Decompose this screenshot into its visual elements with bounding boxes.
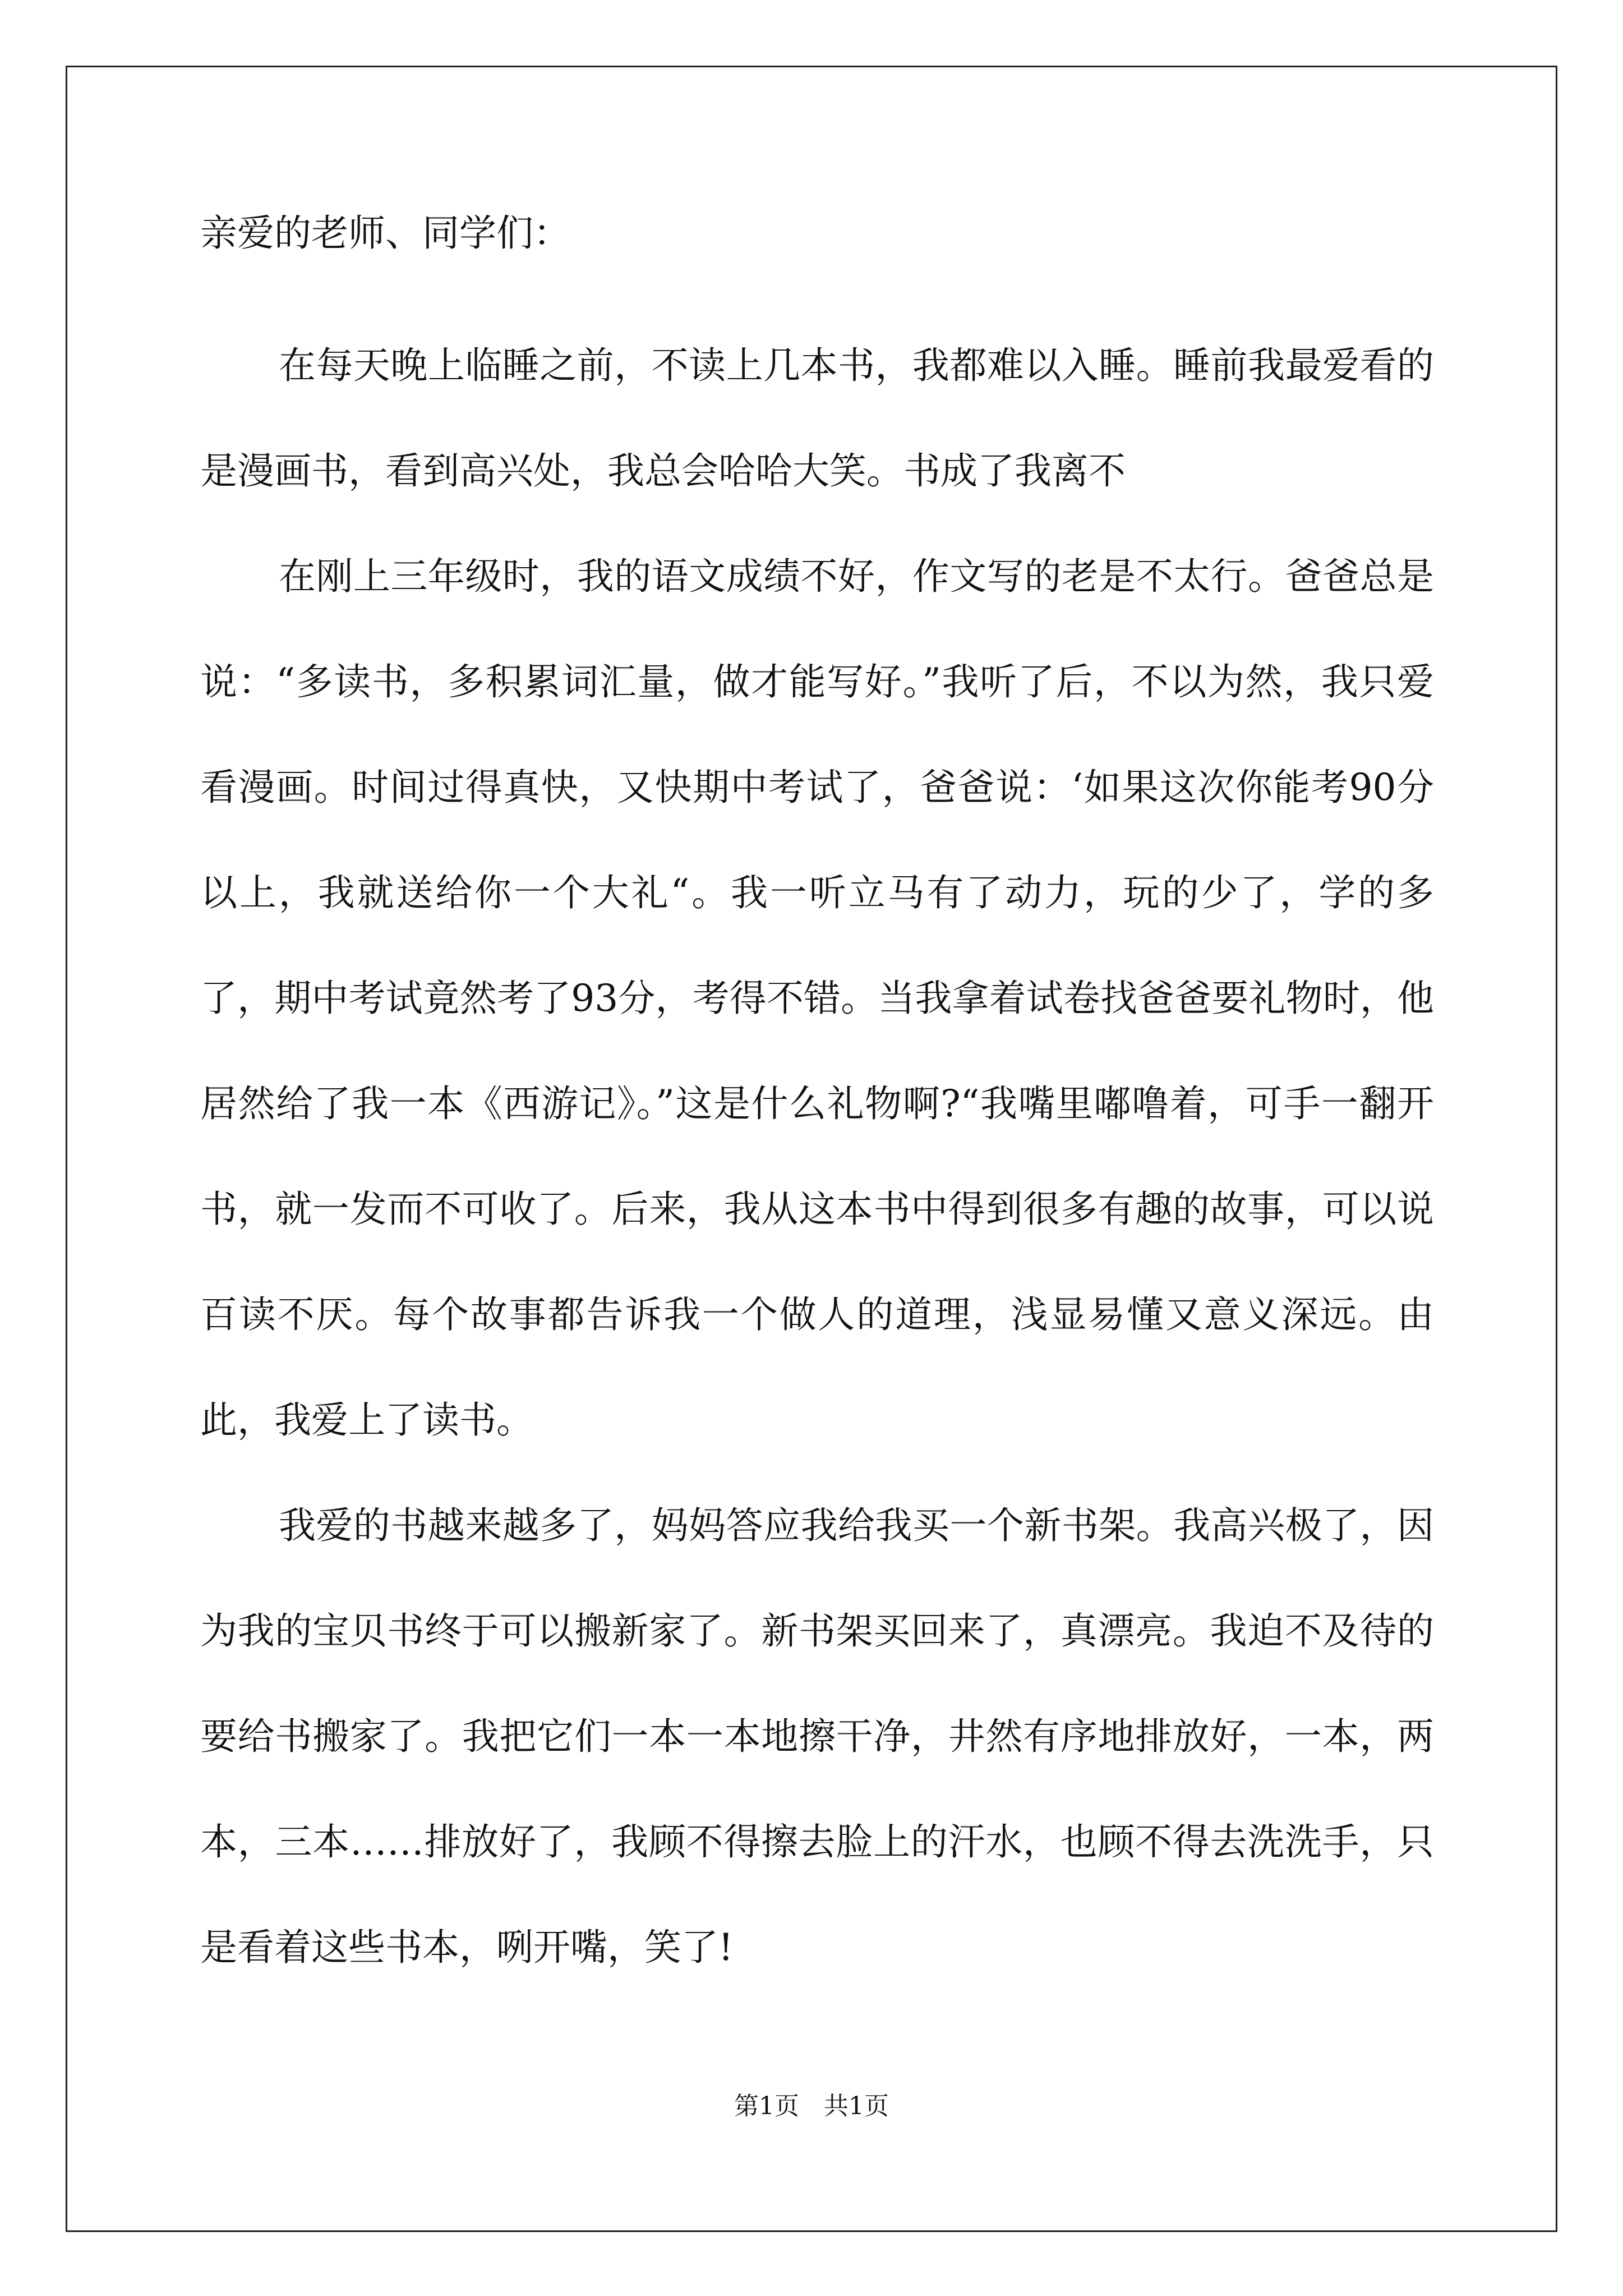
paragraph-3: 我爱的书越来越多了，妈妈答应我给我买一个新书架。我高兴极了，因为我的宝贝书终于可以搬新家了。新书架买回来了，真漂亮。我迫不及待的要给书搬家了。我把它们一本一本地擦干净，井然有序地排放好，一本，两本，三本……排放好了，我顾不得擦去脸上的汗水，也顾不得去洗洗手，只是看着这些书本，咧开嘴，笑了! bbox=[200, 1504, 1434, 1969]
salutation: 亲爱的老师、同学们： bbox=[200, 211, 570, 255]
page-number-footer: 第1页 共1页 bbox=[734, 2092, 889, 2120]
paragraph-1: 在每天晚上临睡之前，不读上几本书，我都难以入睡。睡前我最爱看的是漫画书，看到高兴处，我总会哈哈大笑。书成了我离不 bbox=[200, 344, 1434, 493]
document-body bbox=[200, 208, 1434, 2000]
paragraph-2: 在刚上三年级时，我的语文成绩不好，作文写的老是不太行。爸爸总是说：“多读书，多积累词汇量，做才能写好。”我听了后，不以为然，我只爱看漫画。时间过得真快，又快期中考试了，爸爸说：‘如果这次你能考90分以上，我就送给你一个大礼“。我一听立马有了动力，玩的少了，学的多了，期中考试竟然考了93分，考得不错。当我拿着试卷找爸爸要礼物时，他居然给了我一本《西游记》。”这是什么礼物啊?“我嘴里嘟噜着，可手一翻开书，就一发而不可收了。后来，我从这本书中得到很多有趣的故事，可以说百读不厌。每个故事都告诉我一个做人的道理，浅显易懂又意义深远。由此，我爱上了读书。 bbox=[200, 555, 1434, 1442]
